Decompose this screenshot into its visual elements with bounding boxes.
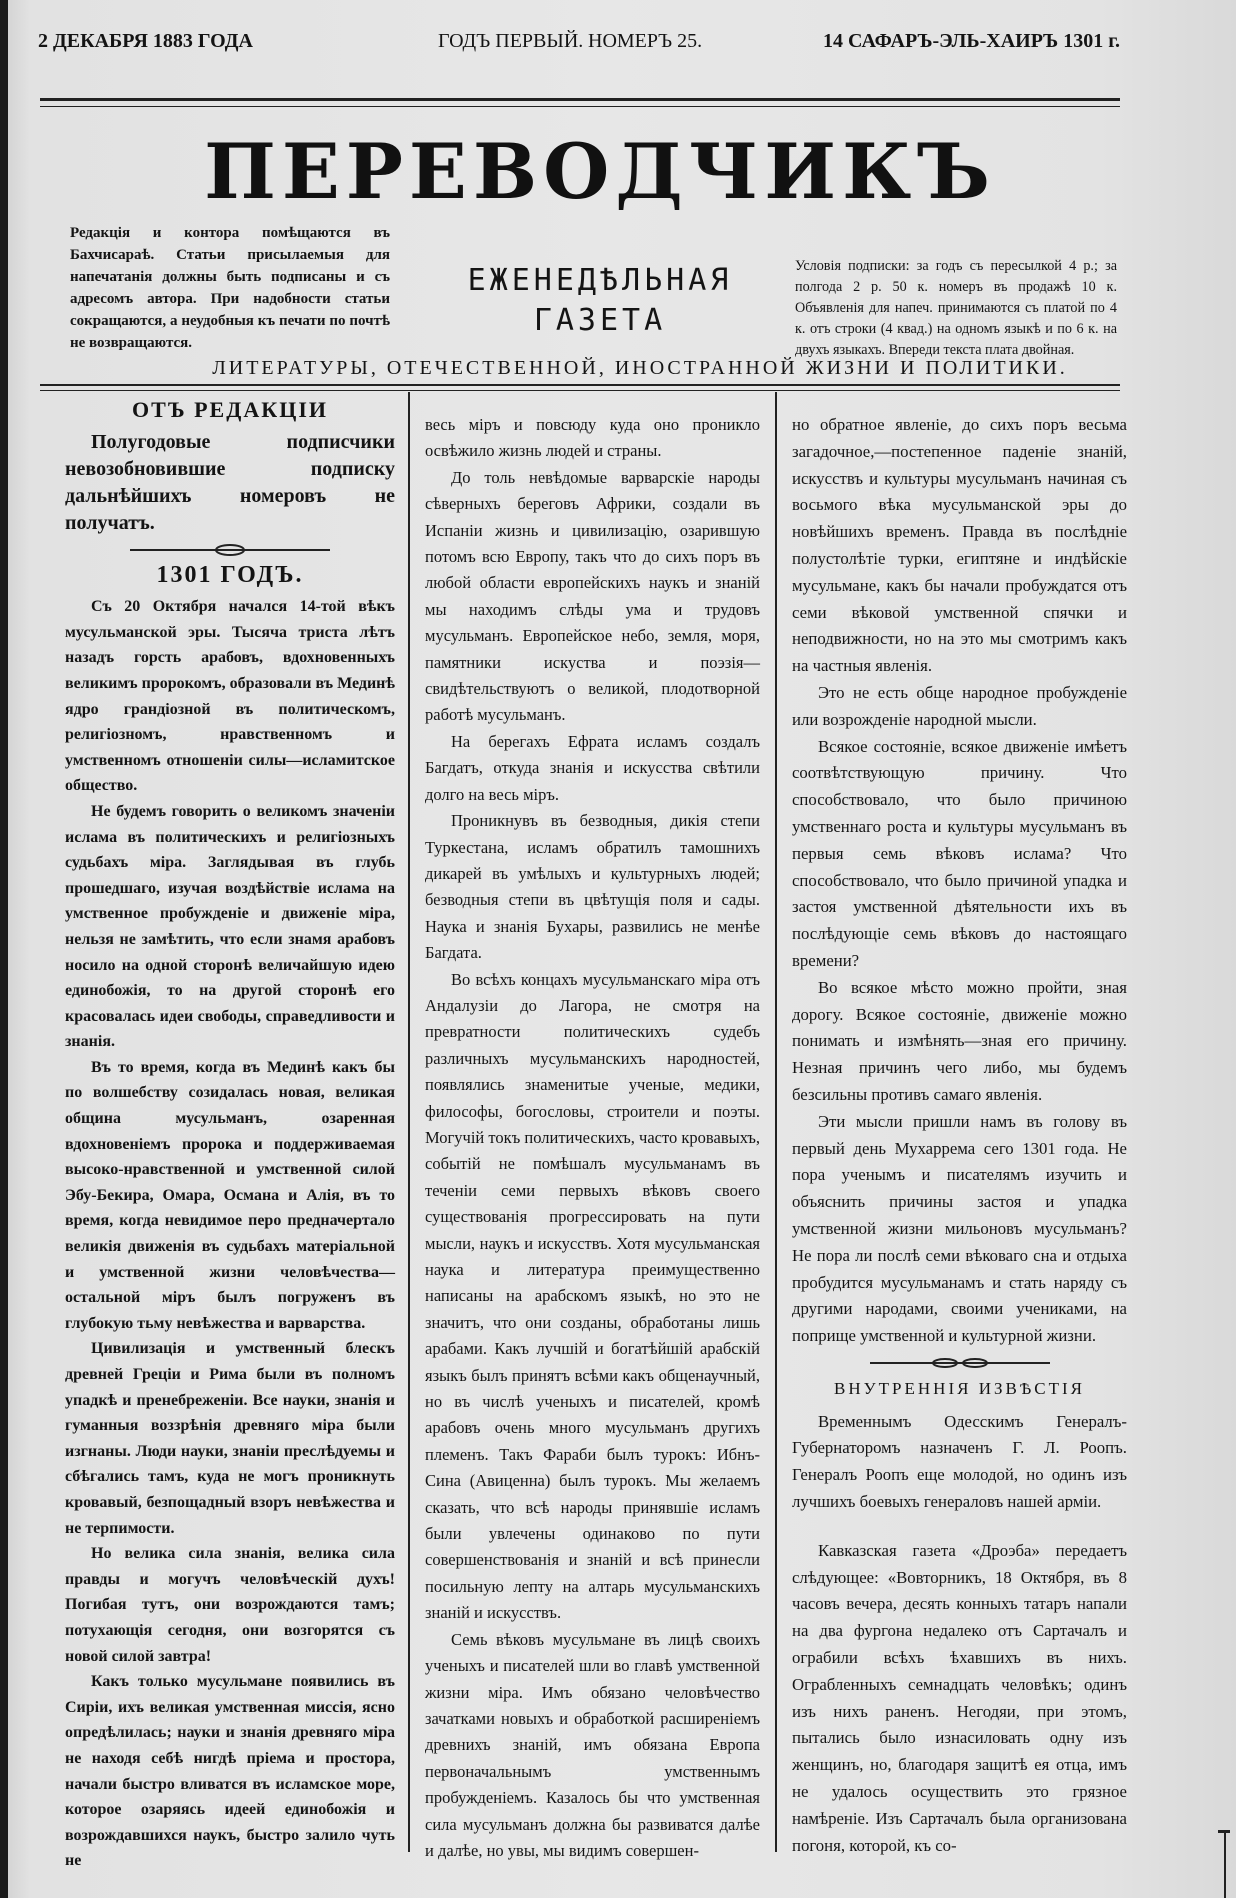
newspaper-label: ГАЗЕТА xyxy=(533,303,667,338)
page-edge-mark xyxy=(1224,1830,1236,1898)
masthead-dateline xyxy=(38,30,1121,64)
scan-edge xyxy=(0,0,8,1898)
gregorian-date: 2 ДЕКАБРЯ 1883 ГОДА xyxy=(38,30,253,52)
column-news xyxy=(792,412,1127,1859)
article-paragraph: Какъ только мусульмане появились въ Сиріи, ихъ великая умственная миссія, ясно опредѣлилась; науки и знанія древняго міра не находя себѣ нигдѣ пріема и простора, начали быстро вливатся въ исламское море, которое озаряясь идеей единобожія и возрождавшихся наукъ, быстро залило чуть не xyxy=(65,1673,395,1870)
publication-year: ГОДЪ ПЕРВЫЙ. xyxy=(438,30,584,52)
ornament-divider xyxy=(130,543,330,557)
article-paragraph: Не будемъ говорить о великомъ значеніи ислама въ политическихъ и религіозныхъ судьбахъ міра. Заглядывая въ глубь прошедшаго, изучая воздѣйствіе ислама на умственное пробужденіе и движеніе міра, нельзя не замѣтить, что если знамя арабовъ носило на одной сторонѣ величайшую идею единобожія, то на другой сторонѣ его красовалась идеи свободы, справедливости и знанія. xyxy=(65,802,395,1051)
article-paragraph: Проникнувъ въ безводныя, дикія степи Туркестана, исламъ обратилъ тамошнихъ дикарей въ умѣлыхъ и культурныхъ людей; безводныя степи въ цвѣтущія поля и сады. Наука и знанія Бухары, развились не менѣе Багдата. xyxy=(425,811,760,963)
news-item: Временнымъ Одесскимъ Генералъ-Губернаторомъ назначенъ Г. Л. Роопъ. Генералъ Роопъ еще молодой, но одинъ изъ лучшихъ боевыхъ генераловъ нашей арміи. xyxy=(792,1411,1127,1512)
article-paragraph: весь міръ и повсюду куда оно проникло освѣжило жизнь людей и страны. xyxy=(425,415,760,461)
column-editorial xyxy=(65,395,395,1874)
subtitle-rule xyxy=(40,384,1120,391)
article-heading: 1301 ГОДЪ. xyxy=(156,561,304,588)
column-divider xyxy=(775,392,777,1852)
article-paragraph: Во всѣхъ концахъ мусульманскаго міра отъ Андалузіи до Лагора, не смотря на превратности политическихъ судебъ различныхъ мусульманскихъ народностей, появлялись знаменитые ученые, медики, философы, богословы, строители и поэты. Могучій токъ политическихъ, часто кровавыхъ, событій не помѣшалъ мусульманамъ въ теченіи семи первыхъ вѣковъ своего существованія прогрессировать на пути мысли, наукъ и искусствъ. Хотя мусульманская наука и литература преимущественно написаны на арабскомъ языкѣ, но это не значитъ, что они созданы, обработаны лишь арабами. Какъ лучшій и богатѣйшій арабскій языкъ былъ принятъ всѣми какъ общенаучный, но въ числѣ ученыхъ и писателей, кромѣ арабовъ очень много мусульманъ другихъ племенъ. Такъ Фараби былъ турокъ: Ибнъ-Сина (Авиценна) былъ турокъ. Мы желаемъ сказать, что всѣ народы принявшіе исламъ были увлечены одинаково по пути совершенствованія и знаній и всѣ принесли посильную лепту на алтарь мусульманскихъ знаній и искусствъ. xyxy=(425,969,760,1623)
article-paragraph: Всякое состояніе, всякое движеніе имѣетъ соотвѣтствующую причину. Что способствовало, что было причиною умственнаго роста и культуры мусульманъ въ первыя семь вѣковъ ислама? Что способствовало, что было причиной упадка и застоя умственной дѣятельности ихъ въ послѣдующіе семь вѣковъ до настоящаго времени? xyxy=(792,736,1127,970)
column-divider xyxy=(408,392,410,1852)
article-paragraph: Это не есть обще народное пробужденіе или возрожденіе народной мысли. xyxy=(792,682,1127,729)
ornament-divider xyxy=(870,1356,1050,1370)
editorial-address-note: Редакція и контора помѣщаются въ Бахчисараѣ. Статьи присылаемыя для напечатанія должны быть подписаны и съ адресомъ автора. При надобности статьи сокращаются, а неудобныя къ печати по почтѣ не возвращаются. xyxy=(70,225,390,351)
newspaper-title: ПЕРЕВОДЧИКЪ xyxy=(204,127,996,216)
weekly-label: ЕЖЕНЕДѢЛЬНАЯ xyxy=(467,263,733,298)
article-paragraph: но обратное явленіе, до сихъ поръ весьма загадочное,—постепенное паденіе знаній, искусствъ и культуры мусульманъ начиная съ восьмого вѣка мусульманской эры до новѣйшихъ временъ. Правда въ послѣдніе полустолѣтіе турки, египтяне и индѣйскіе мусульмане, какъ бы начали пробуждатся отъ семи вѣковой умственной спячки и неподвижности, но на это мы смотримъ какъ на частныя явленія. xyxy=(792,415,1127,676)
article-paragraph: Съ 20 Октября начался 14-той вѣкъ мусульманской эры. Тысяча триста лѣтъ назадъ горсть арабовъ, вдохновенныхъ великимъ пророкомъ, образовали въ Мединѣ ядро грандіозной въ политическомъ, религіозномъ, нравственномъ и умственномъ отношеніи силы—исламитское общество. xyxy=(65,598,395,795)
section-heading: ВНУТРЕННІЯ ИЗВѢСТІЯ xyxy=(834,1378,1085,1398)
article-paragraph: Но велика сила знанія, велика сила правды и могучъ человѣческій духъ! Погибая тутъ, они возрождаются тамъ; потухающія сегодня, они возгорятся съ новой силой завтра! xyxy=(65,1545,395,1665)
column-article-continued xyxy=(425,412,760,1864)
newspaper-subtitle: ЛИТЕРАТУРЫ, ОТЕЧЕСТВЕННОЙ, ИНОСТРАННОЙ ЖИЗНИ И ПОЛИТИКИ. xyxy=(212,357,1068,379)
subscription-terms: Условія подписки: за годъ съ пересылкой 4 р.; за полгода 2 р. 50 к. номеръ въ продажѣ 10 к. Объявленія для напеч. принимаются съ платой по 4 к. отъ строки (4 квад.) на одномъ языкѣ и по 6 к. на двухъ языкахъ. Впереди текста плата двойная. xyxy=(795,258,1117,358)
news-item: Кавказская газета «Дроэба» передаетъ слѣдующее: «Вовторникъ, 18 Октября, въ 8 часовъ вечера, десять конныхъ татаръ напали на два фургона недалеко отъ Сартачалъ и ограбили всѣхъ ѣхавшихъ въ нихъ. Ограбленныхъ семнадцать человѣкъ; одинъ изъ нихъ раненъ. Негодяи, при этомъ, пытались было изнасиловать одну изъ женщинъ, но, благодаря защитѣ ея отца, имъ не удалось осуществить это грязное намѣреніе. Изъ Сартачалъ была организована погоня, которой, къ со- xyxy=(792,1540,1127,1855)
article-paragraph: Семь вѣковъ мусульмане въ лицѣ своихъ ученыхъ и писателей шли во главѣ умственной жизни міра. Имъ обязано человѣчество зачатками новыхъ и обработкой расширеніемъ древнихъ знаній, имъ обязана Европа первоначальнымъ умственнымъ пробужденіемъ. Казалось бы что умственная сила мусульманъ должна бы развиватся далѣе и далѣе, но увы, мы видимъ совершен- xyxy=(425,1629,760,1860)
section-heading: ОТЪ РЕДАКЦІИ xyxy=(132,397,328,422)
article-paragraph: Въ то время, когда въ Мединѣ какъ бы по волшебству созидалась новая, великая община мусульманъ, озаренная вдохновеніемъ пророка и поддерживаемая высоко-нравственной и умственной силой Эбу-Бекира, Омара, Османа и Алія, въ то время, когда невидимое перо предначертало великія движенія въ судьбахъ матеріальной и умственной жизни человѣчества—остальной міръ былъ погруженъ въ глубокую тьму невѣжества и варварства. xyxy=(65,1058,395,1332)
article-paragraph: Эти мысли пришли намъ въ голову въ первый день Мухаррема сего 1301 года. Не пора ученымъ и писателямъ изучить и объяснить причины застоя и упадка умственной жизни мильоновъ мусульманъ? Не пора ли послѣ семи вѣковаго сна и отдыха пробудится мусульманамъ и стать наряду съ другими народами, своими учениками, на поприще умственной и культурной жизни. xyxy=(792,1111,1127,1346)
article-paragraph: До толь невѣдомые варварскіе народы сѣверныхъ береговъ Африки, создали въ Испаніи жизнь и цивилизацію, озарившую потомъ всю Европу, такъ что до сихъ поръ въ любой области европейскихъ наукъ и знаній мы находимъ слѣды ума и трудовъ мусульманъ. Европейское небо, земля, моря, памятники искуства и поэзія—свидѣтельствуютъ о великой, плодотворной работѣ мусульманъ. xyxy=(425,467,760,725)
article-paragraph: На берегахъ Ефрата исламъ создалъ Багдатъ, откуда знанія и искусства свѣтили долго на весь міръ. xyxy=(425,731,760,804)
article-paragraph: Во всякое мѣсто можно пройти, зная дорогу. Всякое состояніе, движеніе можно понимать и измѣнять—зная его причину. Незная причинъ чего либо, мы будемъ безсильны противъ самаго явленія. xyxy=(792,977,1127,1104)
subscriber-notice: Полугодовые подписчики невозобновившие подписку дальнѣйшихъ номеровъ не получатъ. xyxy=(65,430,395,534)
issue-number: НОМЕРЪ 25. xyxy=(588,30,703,52)
hijri-date: 14 САФАРЪ-ЭЛЬ-ХАИРЪ 1301 г. xyxy=(823,30,1121,52)
article-paragraph: Цивилизація и умственный блескъ древней Греціи и Рима были въ полномъ упадкѣ и пренебреженіи. Все науки, знанія и гуманныя воззрѣнія древняго міра были изгнаны. Люди науки, знаніи преслѣдуемы и сбѣгались тамъ, куда не могъ проникнуть кровавый, безпощадный взоръ невѣжества и не терпимости. xyxy=(65,1340,395,1537)
